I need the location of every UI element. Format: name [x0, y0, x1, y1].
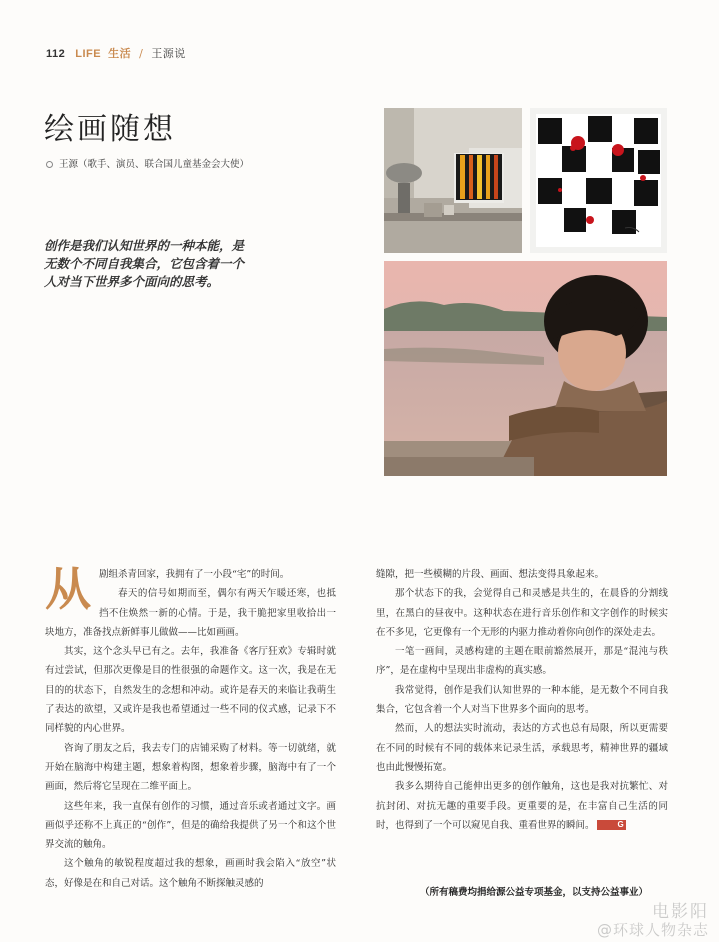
paragraph-7: 那个状态下的我，会觉得自己和灵感是共生的，在晨昏的分割线里，在黑白的昼夜中。这种状态在进行音乐创作和文字创作的时候实在不多见，它更像有一个无形的内驱力推动着你向创作的深处走去。 — [376, 588, 668, 638]
paragraph-6-start: 这个触角的敏锐程度超过我的想象，画画时我会陷入“放空”状态，好像是在和自己对话。这个触角不断探触灵感的 — [45, 858, 336, 889]
footnote: （所有稿费均捐给源公益专项基金，以支持公益事业） — [420, 887, 649, 898]
watermark-line-2: @环球人物杂志 — [596, 921, 709, 939]
paragraph-4: 咨询了朋友之后，我去专门的店铺采购了材料。等一切就绪，就开始在脑海中构建主题，想象着构图，想象着步骤，脑海中有了一个画面，然后将它呈现在二维平面上。 — [45, 742, 336, 793]
column-name: 王源说 — [151, 47, 186, 60]
paragraph-11-text: 我多么期待自己能伸出更多的创作触角，这也是我对抗繁忙、对抗封闭、对抗无趣的重要手段。更重要的是，在丰富自己生活的同时，也得到了一个可以窥见自我、重看世界的瞬间。 — [376, 781, 668, 831]
paragraph-3: 其实，这个念头早已有之。去年，我准备《客厅狂欢》专辑时就有过尝试，但那次更像是目的性很强的命题作文。这一次，我是在无目的的状态下，自然发生的念想和冲动。或许是春天的来临让我萌生了表达的欲望，又或许是我也希望通过一些不同的仪式感，记录下不同样貌的内心世界。 — [45, 646, 336, 735]
page-header — [46, 45, 186, 61]
paragraph-2: 春天的信号如期而至，偶尔有两天乍暖还寒，也抵挡不住焕然一新的心情。于是，我干脆把家里收拾出一块地方，准备找点新鲜事儿做做——比如画画。 — [45, 588, 336, 638]
author-text: 王源（歌手、演员、联合国儿童基金会大使） — [59, 159, 250, 170]
paragraph-10: 然而，人的想法实时流动，表达的方式也总有局限，所以更需要在不同的时候有不同的载体来记录生活，承载思考，精神世界的疆域也由此慢慢拓宽。 — [376, 723, 668, 773]
end-mark-icon: G — [597, 820, 626, 830]
author-line — [46, 156, 249, 170]
paragraph-6-end: 缝隙，把一些模糊的片段、画面、想法变得具象起来。 — [376, 569, 605, 580]
section-cn: 生活 — [108, 48, 132, 60]
portrait-photo — [384, 261, 667, 476]
paragraph-8: 一笔一画间，灵感构建的主题在眼前豁然展开，那是“混沌与秩序”，是在虚构中呈现出非虚构的真实感。 — [376, 646, 668, 677]
paragraph-11 — [376, 777, 668, 835]
section-en: LIFE — [75, 48, 102, 60]
paragraph-9: 我常觉得，创作是我们认知世界的一种本能，是无数个不同自我集合，它包含着一个人对当下世界多个面向的思考。 — [376, 684, 668, 716]
page-number: 112 — [46, 48, 66, 60]
header-separator: / — [139, 47, 144, 60]
body-column-left — [45, 562, 336, 893]
bullet-icon — [46, 161, 53, 168]
paragraph-5: 这些年来，我一直保有创作的习惯，通过音乐或者通过文字。画画似乎还称不上真正的“创作”，但是的确给我提供了另一个和这个世界交流的触角。 — [45, 800, 336, 851]
body-column-right — [376, 565, 668, 835]
pull-quote: 创作是我们认知世界的一种本能，是无数个不同自我集合，它包含着一个人对当下世界多个面向的思考。 — [44, 238, 245, 289]
article-title: 绘画随想 — [44, 112, 176, 147]
paragraph-1: 剧组杀青回家，我拥有了一小段“宅”的时间。 — [99, 569, 290, 580]
studio-photo — [384, 108, 522, 253]
drop-cap: 从 — [45, 562, 91, 616]
watermark-line-1: 电影阳 — [652, 902, 709, 922]
painting-photo — [530, 108, 667, 253]
